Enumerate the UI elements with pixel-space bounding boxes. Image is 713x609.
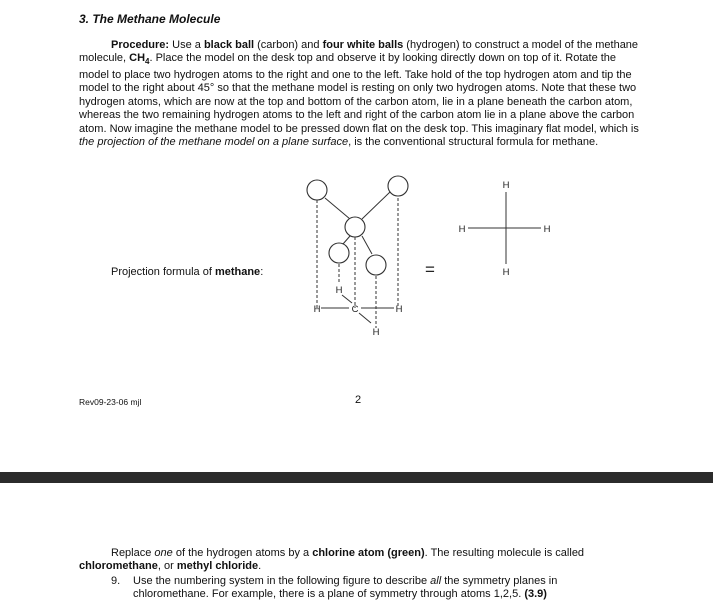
question-number: 9. bbox=[111, 575, 121, 587]
bond-c-h-right-top bbox=[362, 192, 390, 219]
methane-formula: $CH_4$ bbox=[129, 52, 150, 67]
question-text: Use the numbering system in the following figure to describe all the symmetry planes in chloromethane. For example, there is a plane of symmetry through atoms 1,2,5. (3.9) bbox=[133, 575, 558, 601]
structure-h-bottom: H bbox=[502, 267, 510, 278]
equals-sign: = bbox=[425, 260, 435, 279]
section-title: 3. The Methane Molecule bbox=[79, 12, 221, 26]
projection-c: C bbox=[351, 304, 359, 315]
hydrogen-ball-lower-right bbox=[366, 255, 386, 275]
procedure-text-3: (hydrogen) to construct a model of the methane molecule, bbox=[79, 39, 639, 65]
projection-h-right: H bbox=[395, 304, 403, 315]
page-break-bar bbox=[0, 472, 713, 483]
projection-bond-up bbox=[342, 295, 352, 303]
projection-bond-down bbox=[359, 313, 371, 323]
procedure-text-5: , is the conventional structural formula for methane. bbox=[348, 136, 599, 149]
hydrogen-ball-top-right bbox=[388, 176, 408, 196]
replace-paragraph: Replace one of the hydrogen atoms by a chlorine atom (green). The resulting molecule is called chloromethane, or methyl chloride. bbox=[79, 547, 585, 573]
methyl-chloride-term: methyl chloride bbox=[176, 560, 259, 573]
structure-h-left: H bbox=[458, 224, 466, 235]
hydrogen-ball-top-left bbox=[307, 180, 327, 200]
procedure-text-4: . Place the model on the desk top and observe it by looking directly down on top of it. Rotate the model to place two hydrogen atoms to the right and one to the left. Take hold of the top hydrogen atom and tip the model to the right about 45° so that the methane model is resting on only two hydrogen atoms. Note that these two hydrogen atoms, which are now at the top and bottom of the carbon atom, lie in a plane beneath the carbon atom, whereas the two remaining hydrogen atoms to the left and right of the carbon atom lie in a plane above the carbon atom. Now imagine the methane model to be pressed down flat on the desk top. This imaginary flat model, which is bbox=[79, 52, 639, 135]
chloromethane-term: chloromethane bbox=[79, 560, 158, 573]
white-balls-term: four white balls bbox=[322, 39, 404, 51]
projection-formula-label: Projection formula of methane: bbox=[111, 266, 264, 278]
chlorine-term: chlorine atom (green) bbox=[312, 547, 425, 559]
carbon-ball bbox=[345, 217, 365, 237]
bond-c-h-left-top bbox=[325, 198, 350, 219]
black-ball-term: black ball bbox=[203, 39, 255, 51]
revision-footer: Rev09-23-06 mjl bbox=[79, 397, 142, 407]
procedure-label: Procedure: bbox=[111, 39, 170, 51]
structure-h-top: H bbox=[502, 180, 510, 191]
hydrogen-ball-lower-left bbox=[329, 243, 349, 263]
projection-h-bottom: H bbox=[372, 327, 380, 338]
question-9 bbox=[111, 575, 631, 602]
bond-c-h-lower-right bbox=[362, 236, 372, 254]
question-ref: (3.9) bbox=[524, 588, 547, 601]
projection-definition: the projection of the methane model on a plane surface bbox=[79, 136, 349, 149]
structure-h-right: H bbox=[543, 224, 551, 235]
procedure-text-2: (carbon) and bbox=[254, 39, 323, 51]
projection-h-top: H bbox=[335, 285, 343, 296]
procedure-text-1: Use a bbox=[169, 39, 204, 51]
projection-h-left: H bbox=[313, 304, 321, 315]
page-number: 2 bbox=[355, 394, 362, 406]
bond-c-h-lower-left bbox=[343, 236, 350, 244]
